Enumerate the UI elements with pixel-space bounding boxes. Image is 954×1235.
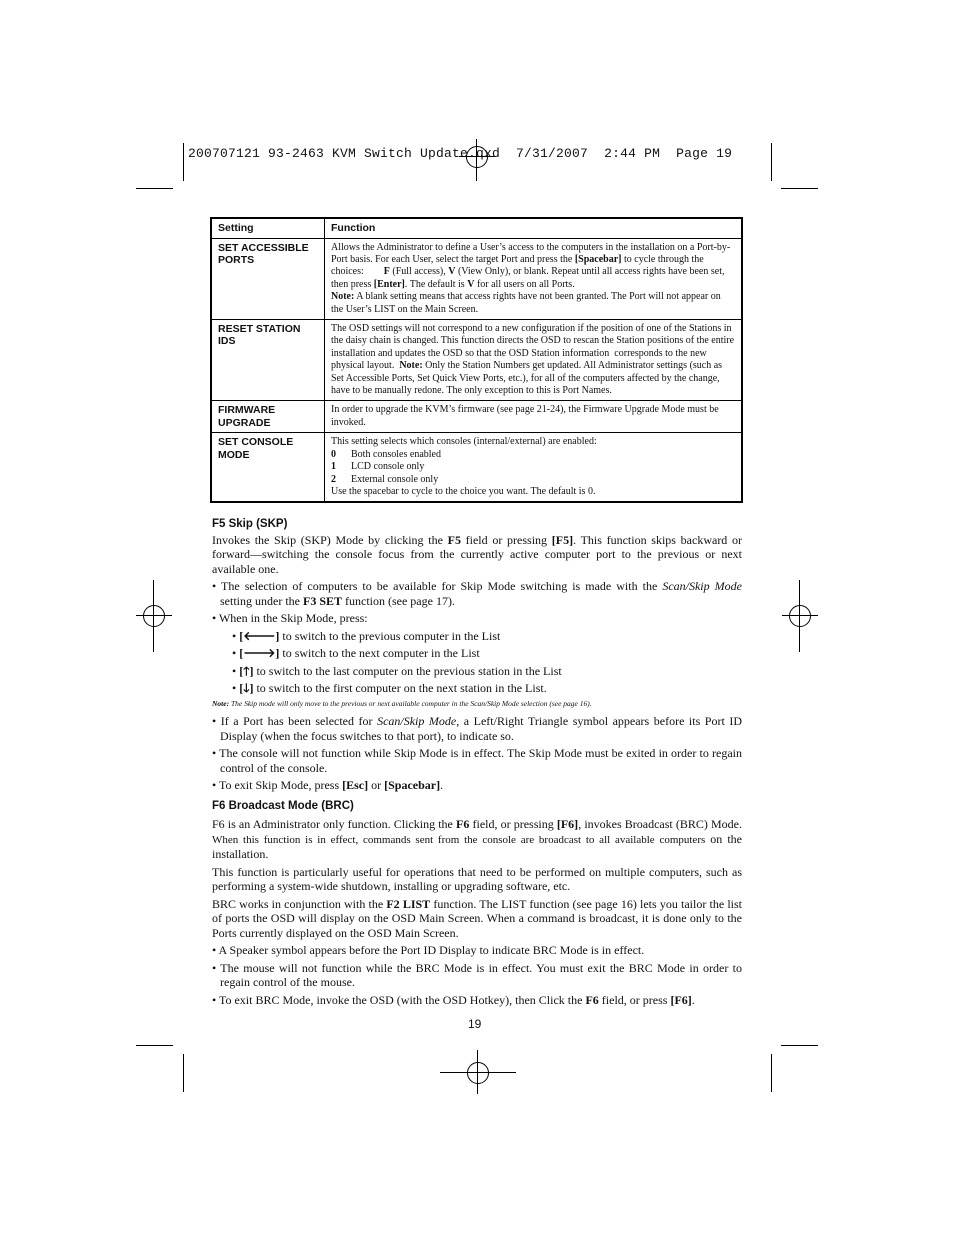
bullet-item: • When in the Skip Mode, press: <box>212 611 368 625</box>
settings-table <box>210 217 743 503</box>
setting-name: SET CONSOLE MODE <box>211 433 325 503</box>
setting-function: This setting selects which consoles (internal/external) are enabled: 0 Both consoles enabled 1 LCD console only 2 External console only Use the spacebar to cycle to the choice you want. The default is 0. <box>331 436 597 497</box>
setting-function: The OSD settings will not correspond to a new configuration if the position of one of the Stations in the daisy chain is changed. This function directs the OSD to rescan the Station positions of the entire installation and updates the OSD so that the OSD Station information corresponds to the new physical layout. Note: Only the Station Numbers get updated. All Administrator settings (such as Set Accessible Ports, Set Quick View Ports, etc.), for all of the computers affected by the change, have to be manually redone. The only exception to this is Port Names. <box>325 319 743 400</box>
paragraph: F6 is an Administrator only function. Clicking the F6 field, or pressing [F6], invokes Broadcast (BRC) Mode. When this function is in effect, commands sent from the console are broadcast to all available computers on the installation. <box>212 817 743 861</box>
crop-mark <box>136 1045 173 1046</box>
section-heading-f5: F5 Skip (SKP) <box>212 518 288 530</box>
body-content <box>212 514 742 1010</box>
setting-name: SET ACCESSIBLE PORTS <box>211 238 325 319</box>
sub-bullet-item: • [🡓] to switch to the first computer on the next station in the List. <box>232 681 547 695</box>
setting-function: Allows the Administrator to define a User’s access to the computers in the installation on a Port-by-Port basis. For each User, select the target Port and press the [Spacebar] to cycle through the choices: F (Full access), V (View Only), or blank. Repeat until all access rights have been set, then press [Enter]. The default is V for all users on all Ports. Note: A blank setting means that access rights have not been granted. The Port will not appear on the User’s LIST on the Main Screen. <box>325 238 743 319</box>
header-setting: Setting <box>211 218 325 238</box>
crop-mark <box>781 188 818 189</box>
header-function: Function <box>325 218 743 238</box>
sub-bullet-item: • [🡑] to switch to the last computer on the previous station in the List <box>232 663 562 678</box>
paragraph: This function is particularly useful for operations that need to be performed on multiple computers, such as performing a system-wide shutdown, installing or upgrading software, etc. <box>212 864 742 893</box>
table-row <box>211 238 742 319</box>
section-heading-f6: F6 Broadcast Mode (BRC) <box>212 799 354 812</box>
crop-mark <box>183 1054 184 1092</box>
paragraph: BRC works in conjunction with the F2 LIST function. The LIST function (see page 16) lets you tailor the list of ports the OSD will display on the OSD Main Screen. When a command is broadcast, it is done only to the Ports currently displayed on the OSD Main Screen. <box>212 896 743 940</box>
table-row <box>211 401 742 433</box>
crop-mark <box>781 1045 818 1046</box>
bullet-item: • A Speaker symbol appears before the Port ID Display to indicate BRC Mode is in effect. <box>212 943 645 957</box>
setting-function: In order to upgrade the KVM’s firmware (see page 21-24), the Firmware Upgrade Mode must be invoked. <box>325 401 743 433</box>
registration-mark-icon <box>782 598 818 634</box>
paragraph: Invokes the Skip (SKP) Mode by clicking the F5 field or pressing [F5]. This function skips backward or forward—switching the console focus from the currently active computer port to the previous or next available one. <box>212 532 743 576</box>
bullet-item: • To exit BRC Mode, invoke the OSD (with the OSD Hotkey), then Click the F6 field, or press [F6]. <box>212 992 695 1007</box>
setting-name: FIRMWARE UPGRADE <box>211 401 325 433</box>
bullet-item: • If a Port has been selected for Scan/Skip Mode, a Left/Right Triangle symbol appears before its Port ID Display (when the focus switches to that port), to indicate so. <box>212 714 742 743</box>
bullet-item: • The console will not function while Skip Mode is in effect. The Skip Mode must be exited in order to regain control of the console. <box>212 746 742 775</box>
registration-mark-icon <box>460 1055 496 1091</box>
crop-mark <box>771 143 772 181</box>
crop-mark <box>771 1054 772 1092</box>
page-number: 19 <box>468 1017 482 1031</box>
note: Note: The Skip mode will only move to the previous or next available computer in the Scan/Skip Mode selection (see page 16). <box>212 698 592 708</box>
table-row <box>211 433 742 503</box>
setting-name: RESET STATION IDS <box>211 319 325 400</box>
crop-mark <box>136 188 173 189</box>
crop-mark <box>183 143 184 181</box>
sub-bullet-item: • [🡒] to switch to the next computer in the List <box>232 646 480 660</box>
bullet-item: • The mouse will not function while the BRC Mode is in effect. You must exit the BRC Mode in order to regain control of the mouse. <box>212 960 742 989</box>
registration-mark-icon <box>136 598 172 634</box>
table-header-row <box>211 218 742 238</box>
bullet-item: • The selection of computers to be available for Skip Mode switching is made with the Scan/Skip Mode setting under the F3 SET function (see page 17). <box>212 579 742 608</box>
bullet-item: • To exit Skip Mode, press [Esc] or [Spacebar]. <box>212 778 444 792</box>
table-row <box>211 319 742 400</box>
print-slug: 200707121 93-2463 KVM Switch Update.qxd 7/31/2007 2:44 PM Page 19 <box>188 146 733 161</box>
sub-bullet-item: • [🡐] to switch to the previous computer in the List <box>232 628 501 643</box>
